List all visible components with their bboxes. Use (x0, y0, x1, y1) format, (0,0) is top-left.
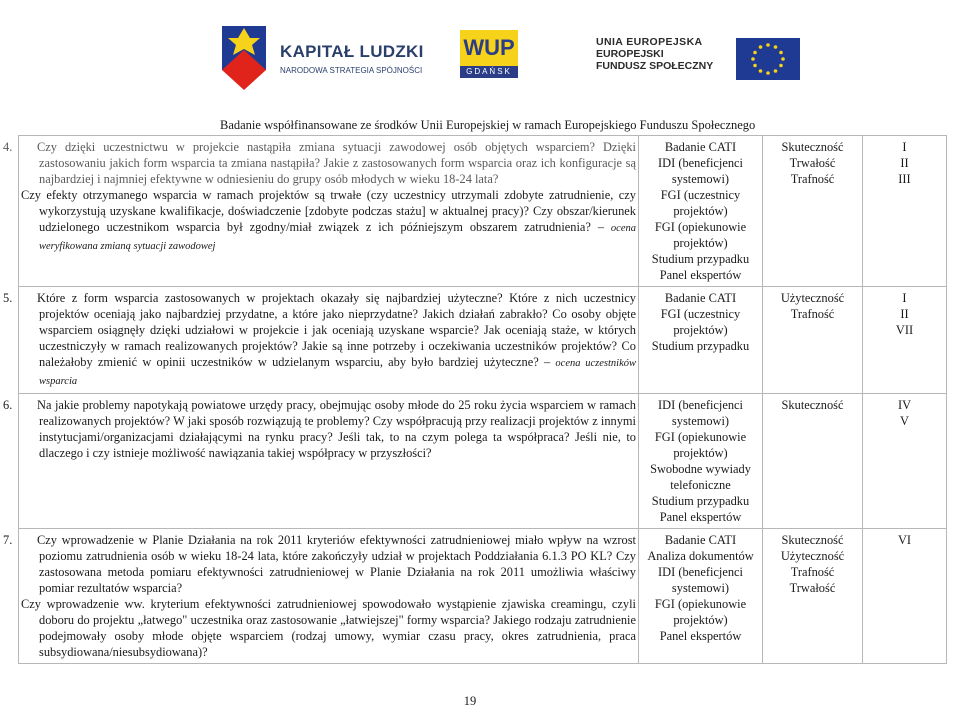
question-text: Na jakie problemy napotykają powiatowe urzędy pracy, obejmując osoby młode do 25 roku życia wsparciem w ramach realizowanych projektów? W jaki sposób rozwiązują te problemy? Czy współpracują przy realizacji projektów z innymi instytucjami/organizacjami działającymi na rynku pracy? Jeśli tak, to na czym polega ta współpraca? Jeśli nie, to dlaczego i czy istnieje możliwość nawiązania takiej współpracy w przyszłości? (37, 398, 636, 460)
question-number: 5. (3, 291, 13, 305)
method-item: FGI (opiekunowie projektów) (654, 220, 747, 250)
question-note: ocena uczestników wsparcia (39, 358, 637, 387)
methods-cell (639, 136, 763, 287)
stages-cell (863, 136, 947, 287)
stages-cell (863, 287, 947, 394)
method-item: Swobodne wywiady telefoniczne (650, 462, 751, 492)
method-item: Badanie CATI (664, 291, 737, 305)
method-item: IDI (beneficjenci systemowi) (658, 398, 743, 428)
question-note: ocena weryfikowana zmianą sytuacji zawodowej (39, 223, 636, 252)
table-body (3, 136, 947, 664)
criterion-item: Skuteczność (781, 140, 844, 154)
ue-line-2: EUROPEJSKI (596, 48, 664, 60)
question-paragraph (21, 596, 636, 660)
stage-item: I (902, 140, 907, 154)
table-row (19, 287, 947, 394)
question-text: Które z form wsparcia zastosowanych w projektach okazały się najbardziej użyteczne? Które z nich uczestnicy projektów oceniają jako najbardziej przydatne, a które jako nieprzydatne? Jakich działań zabrakło? Co osoby objęte wsparciem osiągnęły dzięki udziałowi w projekcie i jak oceniają uzyskane wsparcie? Jak oceniają staże, w których uczestniczyły w ramach realizowanych projektów? Jakie są inne potrzeby i oczekiwania uczestników projektów? Co należałoby zmienić w opinii uczestników w udzielanym wsparciu, aby było bardziej użyteczne? (37, 291, 636, 369)
ue-line-3: FUNDUSZ SPOŁECZNY (596, 60, 714, 72)
method-item: FGI (uczestnicy projektów) (660, 188, 741, 218)
stage-item: VI (897, 533, 912, 547)
criterion-item: Trafność (790, 172, 835, 186)
criteria-cell (763, 136, 863, 287)
question-paragraph (3, 397, 636, 461)
question-cell (3, 529, 639, 664)
stage-item: III (898, 172, 911, 186)
research-questions-table (3, 135, 947, 664)
method-item: FGI (opiekunowie projektów) (654, 597, 747, 627)
kapital-ludzki-title: KAPITAŁ LUDZKI (280, 42, 424, 61)
stages-cell (863, 529, 947, 664)
method-item: FGI (opiekunowie projektów) (654, 430, 747, 460)
question-paragraph (3, 532, 636, 596)
table-row (19, 136, 947, 287)
criterion-item: Trwałość (789, 581, 836, 595)
kapital-ludzki-subtitle: NARODOWA STRATEGIA SPÓJNOŚCI (280, 66, 423, 75)
question-text: Czy wprowadzenie w Planie Działania na rok 2011 kryteriów efektywności zatrudnieniowej miało wpływ na wzrost poziomu zatrudnienia osób w wieku 18-24 lata, które zakończyły udział w projektach Poddziałania 6.1.3 PO KL? Czy zastosowana metoda pomiaru efektywności zatrudnieniowej w Planie Działania na rok 2011 umożliwia właściwy pomiar rezultatów wsparcia? (37, 533, 636, 595)
question-cell (3, 136, 639, 287)
question-text: Czy wprowadzenie ww. kryterium efektywności zatrudnieniowej spowodowało wystąpienie zjawiska creamingu, czyli doboru do projektu „łatwego" uczestnika oraz zastosowanie „łatwiejszej" formy wsparcia? Jakiego rodzaju zatrudnienie podejmowały osoby młode objęte wsparciem (rodzaj umowy, wymiar czasu pracy, okres zatrudnienia, praca subsydiowana/niesubsydiowana)? (21, 597, 636, 659)
table-row (19, 529, 947, 664)
method-item: Badanie CATI (664, 140, 737, 154)
stage-item: IV (897, 398, 912, 412)
question-cell (3, 394, 639, 529)
methods-cell (639, 287, 763, 394)
criterion-item: Trwałość (789, 156, 836, 170)
method-item: Panel ekspertów (659, 510, 742, 524)
question-number: 7. (3, 533, 13, 547)
question-number: 4. (3, 140, 13, 154)
table-row (19, 394, 947, 529)
method-item: Panel ekspertów (659, 268, 742, 282)
method-item: IDI (beneficjenci systemowi) (658, 156, 743, 186)
page-number: 19 (463, 694, 477, 708)
stage-item: II (900, 307, 909, 321)
stage-item: I (902, 291, 907, 305)
eu-flag-icon (736, 38, 800, 80)
ue-line-1: UNIA EUROPEJSKA (596, 36, 703, 48)
wup-gdansk-logo (460, 30, 518, 80)
wup-city: GDAŃSK (460, 66, 518, 78)
criterion-item: Użyteczność (780, 549, 845, 563)
method-item: Studium przypadku (651, 494, 750, 508)
criterion-item: Skuteczność (781, 398, 844, 412)
stage-item: VII (895, 323, 914, 337)
criterion-item: Trafność (790, 307, 835, 321)
ue-efs-logo (596, 36, 836, 82)
question-text: Czy efekty otrzymanego wsparcia w ramach projektów są trwałe (czy uczestnicy utrzymali zdobyte zatrudnienie, czy wykorzystują uzyskane kwalifikacje, doświadczenie [zdobyte podczas stażu] w aktualnej pracy)? Czy obszar/kierunek udzielonego uczestnikom wsparcia był zgodny/miał związek z ich późniejszym obszarem zatrudnienia? (21, 188, 636, 234)
question-paragraph: 5. Które z form wsparcia zastosowanych w projektach okazały się najbardziej użyteczne? Które z nich uczestnicy projektów oceniają jako najbardziej przydatne, a które jako nieprzydatne? Jakich działań zabrakło? Co osoby objęte wsparciem osiągnęły dzięki udziałowi w projekcie i jak oceniają uzyskane wsparcie? Jak oceniają staże, w których uczestniczyły w ramach realizowanych projektów? Jakie są inne potrzeby i oczekiwania uczestników projektów? Co należałoby zmienić w opinii uczestników w udzielanym wsparciu, aby było bardziej użyteczne? – ocena uczestników wsparcia (3, 291, 637, 387)
criterion-item: Trafność (790, 565, 835, 579)
question-text: Czy dzięki uczestnictwu w projekcie nastąpiła zmiana sytuacji zawodowej osób objętych wsparciem? Dzięki zastosowaniu jakich form wsparcia ta zmiana nastąpiła? Jakie z zastosowanych form wsparcia oraz ich konfiguracje są najbardziej i najmniej efektywne w odniesieniu do grupy osób młodych w wieku 18-24 lata? (37, 140, 636, 186)
methods-cell (639, 529, 763, 664)
criteria-cell (763, 287, 863, 394)
criterion-item: Użyteczność (780, 291, 845, 305)
method-item: Badanie CATI (664, 533, 737, 547)
stage-item: II (900, 156, 909, 170)
question-cell (3, 287, 639, 394)
criteria-cell (763, 394, 863, 529)
stage-item: V (900, 414, 909, 428)
kapital-ludzki-logo (214, 20, 424, 94)
stages-cell (863, 394, 947, 529)
method-item: Studium przypadku (651, 339, 750, 353)
cofinancing-statement: Badanie współfinansowane ze środków Unii Europejskiej w ramach Europejskiego Funduszu Społecznego (220, 118, 756, 132)
ue-efs-text (596, 36, 713, 72)
criteria-cell (763, 529, 863, 664)
method-item: Panel ekspertów (659, 629, 742, 643)
criterion-item: Skuteczność (781, 533, 844, 547)
method-item: Analiza dokumentów (647, 549, 754, 563)
method-item: IDI (beneficjenci systemowi) (658, 565, 743, 595)
header-logos (0, 0, 960, 112)
method-item: FGI (uczestnicy projektów) (660, 307, 741, 337)
kapital-ludzki-emblem-icon (214, 20, 274, 94)
wup-name: WUP (460, 30, 518, 66)
methods-cell (639, 394, 763, 529)
question-number: 6. (3, 398, 13, 412)
method-item: Studium przypadku (651, 252, 750, 266)
question-paragraph: Czy efekty otrzymanego wsparcia w ramach projektów są trwałe (czy uczestnicy utrzymali zdobyte zatrudnienie, czy wykorzystują uzyskane kwalifikacje, doświadczenie [zdobyte podczas stażu] w aktualnej pracy)? Czy obszar/kierunek udzielonego uczestnikom wsparcia był zgodny/miał związek z ich późniejszym obszarem zatrudnienia? – ocena weryfikowana zmianą sytuacji zawodowej (21, 188, 636, 252)
question-paragraph (3, 139, 636, 187)
